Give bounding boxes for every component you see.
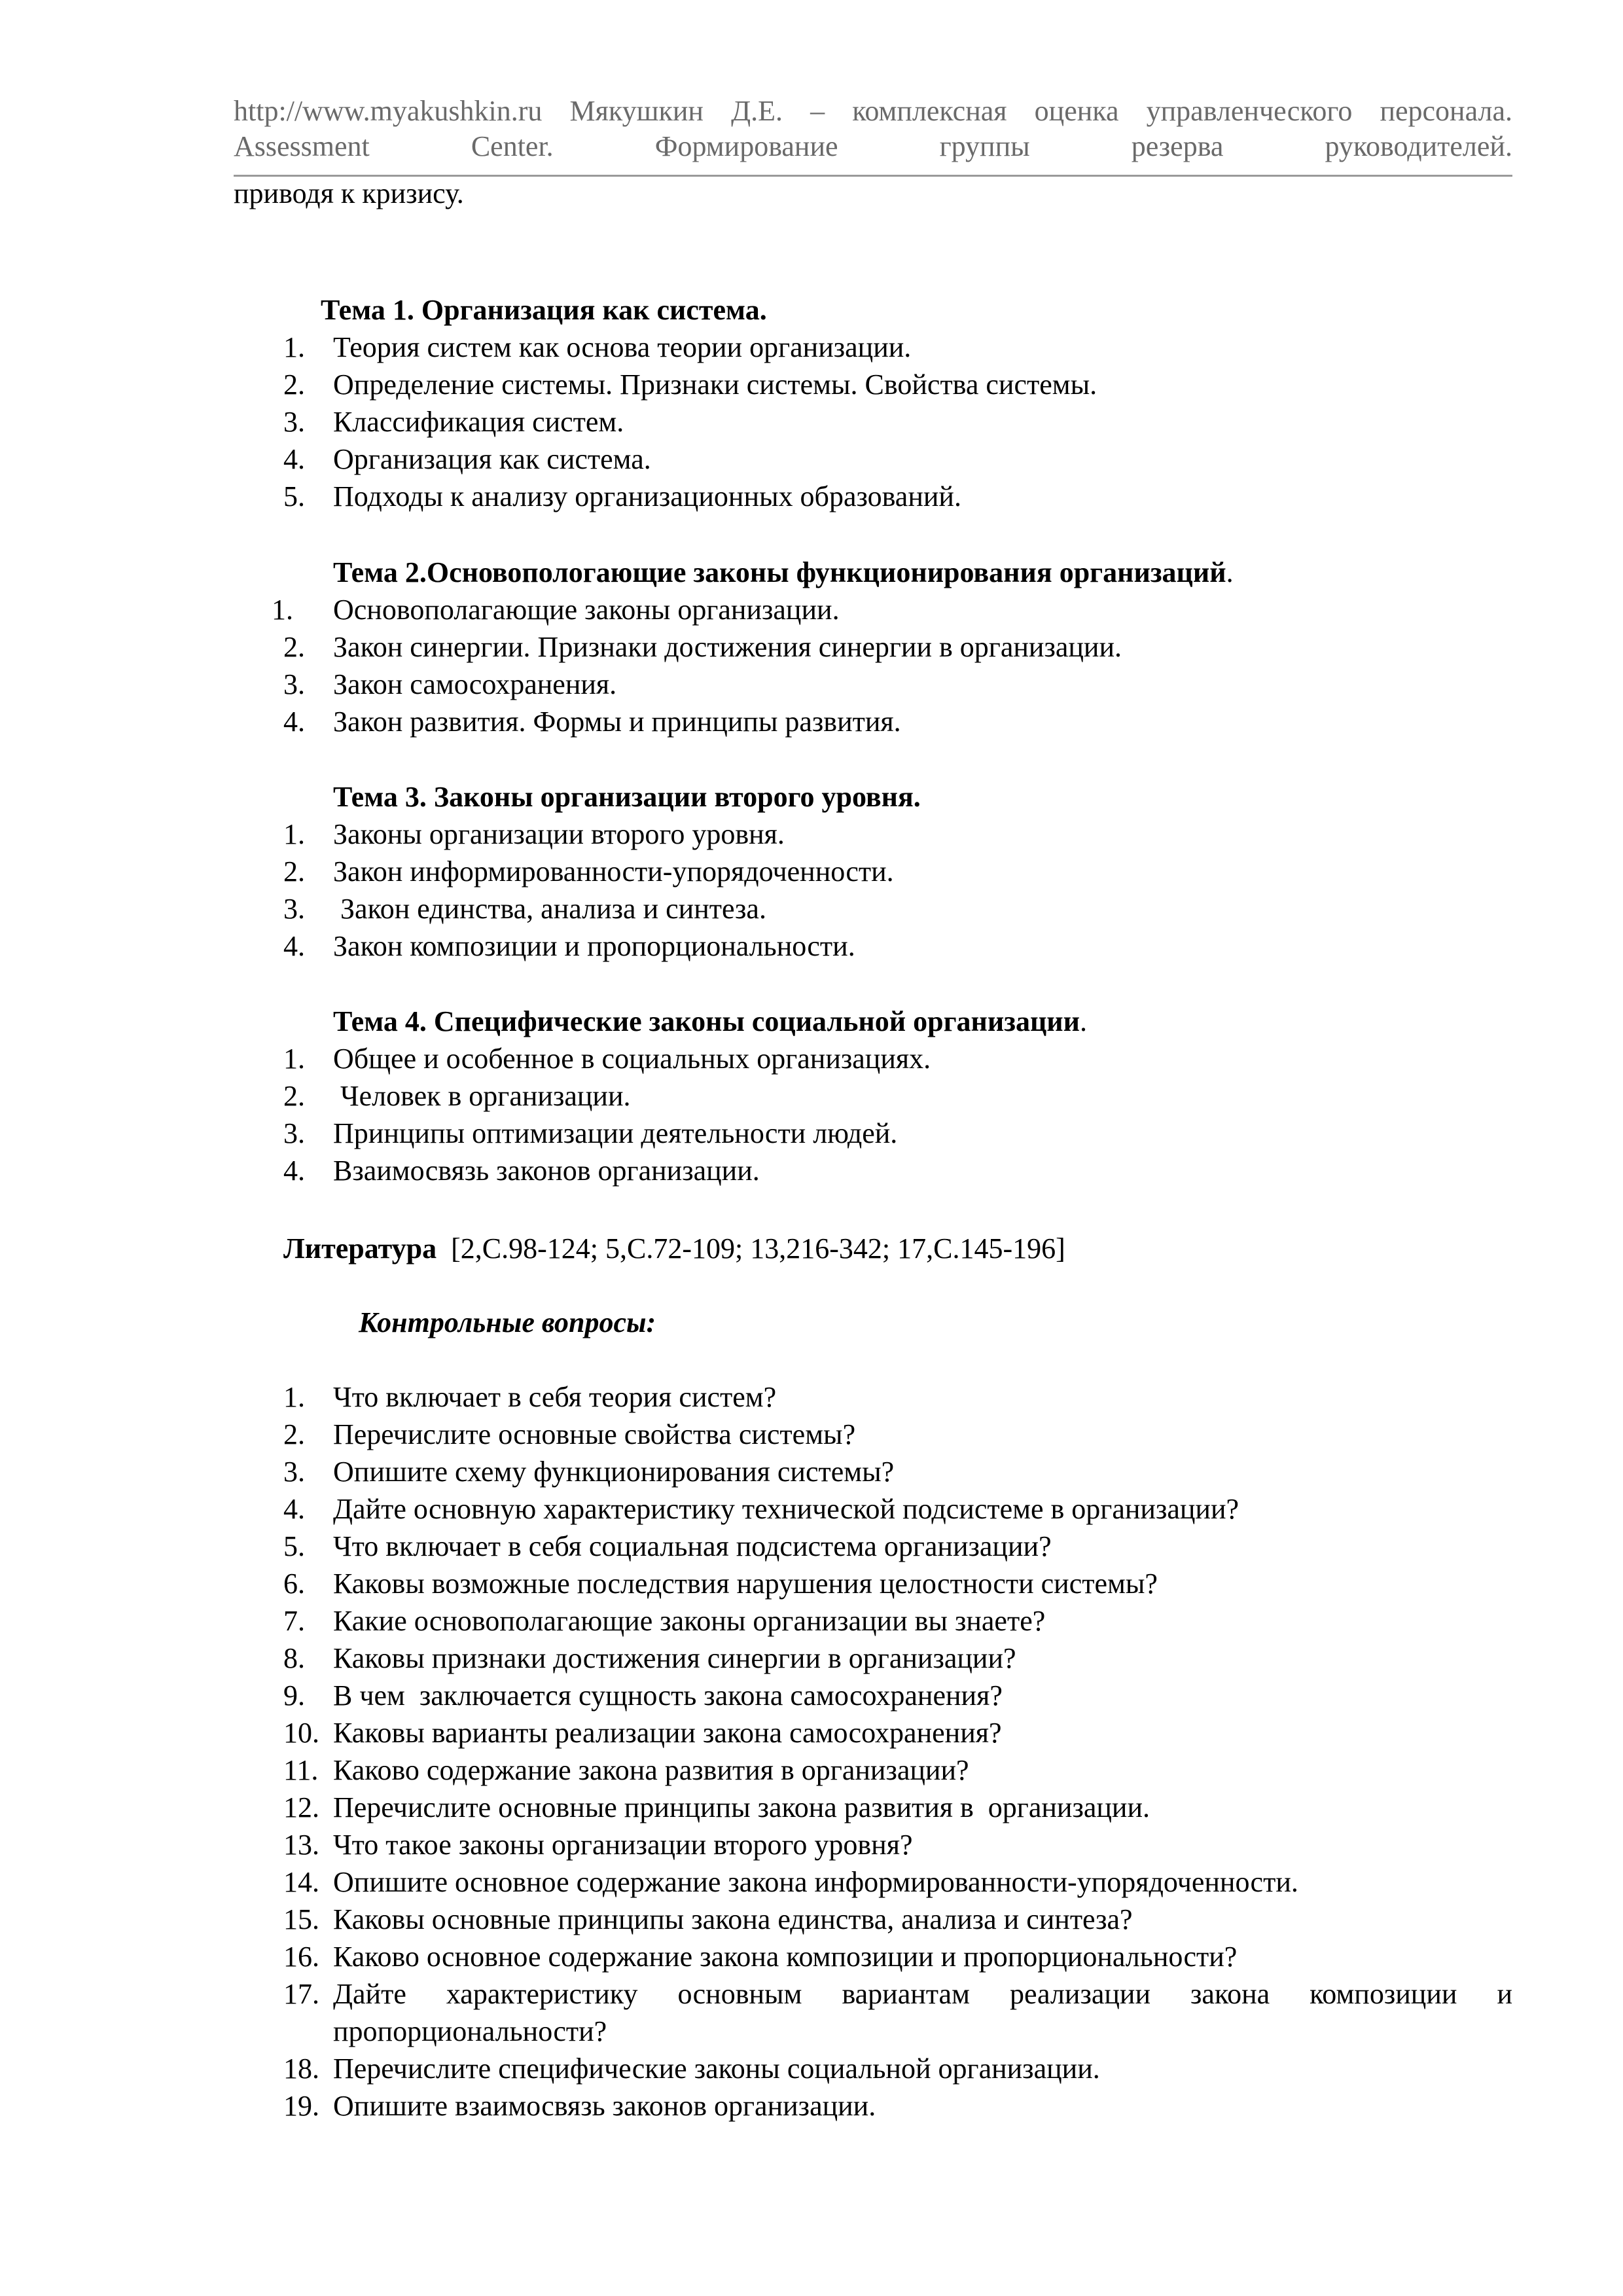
list-item-text: Закон единства, анализа и синтеза. (333, 893, 766, 925)
question-number: 8. (283, 1642, 305, 1674)
question-number: 7. (283, 1605, 305, 1637)
list-item (283, 853, 894, 890)
list-item-text: Классификация систем. (333, 406, 624, 438)
question-text: Опишите взаимосвязь законов организации. (333, 2090, 876, 2122)
question-number: 4. (283, 1493, 305, 1525)
question-item (283, 1640, 1512, 1677)
question-text: Перечислите специфические законы социальной организации. (333, 2053, 1100, 2085)
question-number: 13. (283, 1829, 319, 1861)
question-text: Каково содержание закона развития в организации? (333, 1754, 969, 1786)
header-word: Assessment (234, 130, 370, 162)
question-text: Какие основополагающие законы организации вы знаете? (333, 1605, 1046, 1637)
list-item (283, 1040, 931, 1077)
question-item (283, 1751, 1512, 1789)
list-item (283, 440, 1097, 478)
question-number: 2. (283, 1418, 305, 1450)
header-word: руководителей. (1325, 130, 1512, 162)
topic-3-title (333, 779, 921, 816)
list-item-text: Закон развития. Формы и принципы развития. (333, 706, 901, 738)
list-number: 1. (283, 818, 305, 850)
topic-1-title (321, 292, 767, 329)
question-text: Каковы варианты реализации закона самосохранения? (333, 1717, 1002, 1749)
question-item (283, 2050, 1512, 2087)
list-item-text: Организация как система. (333, 443, 651, 475)
header-word: Center. (471, 130, 554, 162)
question-number: 1. (283, 1381, 305, 1413)
list-number: 2. (283, 1080, 305, 1112)
question-number: 16. (283, 1941, 319, 1973)
question-text: Перечислите основные принципы закона развития в организации. (333, 1791, 1150, 1823)
question-number: 18. (283, 2053, 319, 2085)
question-item (283, 2087, 1512, 2125)
literature-refs: [2,С.98-124; 5,С.72-109; 13,216-342; 17,С.145-196] (437, 1232, 1065, 1265)
list-item-text: Теория систем как основа теории организации. (333, 331, 912, 363)
question-text: Что включает в себя социальная подсистема организации? (333, 1530, 1052, 1562)
question-item (283, 1602, 1512, 1640)
question-item (283, 1565, 1512, 1602)
header-word: резерва (1131, 130, 1224, 162)
topic-2-list (272, 591, 1122, 740)
list-number: 3. (283, 893, 305, 925)
list-number: 2. (283, 631, 305, 663)
header-line-2 (234, 129, 1512, 164)
question-item (283, 1490, 1512, 1528)
list-item-text: Принципы оптимизации деятельности людей. (333, 1117, 898, 1149)
list-number: 2. (283, 368, 305, 401)
question-text: Опишите схему функционирования системы? (333, 1456, 895, 1488)
list-item (283, 816, 894, 853)
question-item (283, 1901, 1512, 1938)
topic-title-suffix: . (1080, 1005, 1087, 1037)
question-text-line-2: пропорциональности? (333, 2015, 607, 2047)
topic-3-list (283, 816, 894, 965)
list-item (283, 478, 1097, 515)
question-item (283, 1714, 1512, 1751)
list-item (272, 666, 1122, 703)
topic-title-text: Тема 1. Организация как система. (321, 294, 767, 326)
list-number: 4. (283, 1155, 305, 1187)
list-number: 4. (283, 930, 305, 962)
literature-label: Литература (283, 1232, 437, 1265)
question-number: 14. (283, 1866, 319, 1898)
list-number: 5. (283, 480, 305, 512)
header-line-1: http://www.myakushkin.ru Мякушкин Д.Е. – комплексная оценка управленческого персонала. (234, 95, 1512, 127)
list-item-text: Закон информированности-упорядоченности. (333, 855, 894, 888)
question-text: Дайте основную характеристику технической подсистеме в организации? (333, 1493, 1240, 1525)
question-number: 17. (283, 1978, 319, 2010)
question-text: Что такое законы организации второго уровня? (333, 1829, 913, 1861)
list-item-text: Определение системы. Признаки системы. Свойства системы. (333, 368, 1097, 401)
question-text: В чем заключается сущность закона самосохранения? (333, 1679, 1003, 1712)
question-text-line-1: Дайте характеристику основным вариантам реализации закона композиции и (333, 1978, 1512, 2010)
header-word: группы (939, 130, 1030, 162)
question-number: 19. (283, 2090, 319, 2122)
question-number: 6. (283, 1568, 305, 1600)
list-item (283, 329, 1097, 366)
literature-line (283, 1230, 1065, 1267)
question-item (283, 1863, 1512, 1901)
topic-4-title (333, 1003, 1087, 1040)
list-number: 3. (283, 406, 305, 438)
list-number: 3. (283, 1117, 305, 1149)
topic-title-text: Тема 2.Основопологающие законы функционирования организаций (333, 556, 1226, 588)
list-item (272, 591, 1122, 628)
list-item-text: Закон синергии. Признаки достижения синергии в организации. (333, 631, 1122, 663)
list-item (272, 703, 1122, 740)
question-item (283, 1453, 1512, 1490)
question-text: Каковы признаки достижения синергии в организации? (333, 1642, 1016, 1674)
list-number: 1. (283, 331, 305, 363)
question-number: 5. (283, 1530, 305, 1562)
topic-title-suffix: . (1226, 556, 1234, 588)
list-item (283, 366, 1097, 403)
list-item (283, 890, 894, 927)
question-number: 15. (283, 1903, 319, 1935)
question-number: 12. (283, 1791, 319, 1823)
question-text: Перечислите основные свойства системы? (333, 1418, 856, 1450)
question-item (283, 1416, 1512, 1453)
control-questions-title: Контрольные вопросы: (359, 1306, 656, 1338)
list-item-text: Подходы к анализу организационных образований. (333, 480, 961, 512)
topic-1-list (283, 329, 1097, 515)
topic-title-text: Тема 4. Специфические законы социальной организации (333, 1005, 1080, 1037)
list-item (283, 403, 1097, 440)
question-number: 10. (283, 1717, 319, 1749)
question-item (283, 1975, 1512, 2013)
page-header (234, 94, 1512, 164)
question-item (283, 1938, 1512, 1975)
control-questions-list (283, 1378, 1512, 2125)
topic-4-list (283, 1040, 931, 1189)
topic-2-title (333, 554, 1234, 591)
list-item-text: Закон самосохранения. (333, 668, 617, 700)
topic-title-text: Тема 3. Законы организации второго уровня. (333, 781, 921, 813)
list-number: 4. (283, 706, 305, 738)
question-number: 11. (283, 1754, 319, 1786)
question-number: 3. (283, 1456, 305, 1488)
question-item (283, 1826, 1512, 1863)
question-item (283, 1528, 1512, 1565)
question-number: 9. (283, 1679, 305, 1712)
list-item (283, 1077, 931, 1115)
question-text: Что включает в себя теория систем? (333, 1381, 777, 1413)
list-number: 1. (283, 1043, 305, 1075)
list-number: 3. (283, 668, 305, 700)
list-number: 4. (283, 443, 305, 475)
question-text: Каковы возможные последствия нарушения целостности системы? (333, 1568, 1158, 1600)
question-text: Опишите основное содержание закона информированности-упорядоченности. (333, 1866, 1298, 1898)
list-item-text: Основополагающие законы организации. (333, 594, 840, 626)
question-item (283, 1378, 1512, 1416)
list-number: 1. (272, 594, 293, 626)
question-item (283, 1789, 1512, 1826)
question-item-continuation (283, 2013, 1512, 2050)
list-item-text: Общее и особенное в социальных организациях. (333, 1043, 931, 1075)
list-item-text: Человек в организации. (333, 1080, 631, 1112)
question-item (283, 1677, 1512, 1714)
list-number: 2. (283, 855, 305, 888)
list-item (272, 628, 1122, 666)
continuation-text: приводя к кризису. (234, 177, 464, 209)
list-item (283, 1152, 931, 1189)
list-item (283, 1115, 931, 1152)
list-item-text: Взаимосвязь законов организации. (333, 1155, 760, 1187)
question-text: Каково основное содержание закона композиции и пропорциональности? (333, 1941, 1238, 1973)
list-item-text: Закон композиции и пропорциональности. (333, 930, 855, 962)
header-word: Формирование (654, 130, 838, 162)
question-text: Каковы основные принципы закона единства, анализа и синтеза? (333, 1903, 1133, 1935)
list-item-text: Законы организации второго уровня. (333, 818, 785, 850)
list-item (283, 927, 894, 965)
